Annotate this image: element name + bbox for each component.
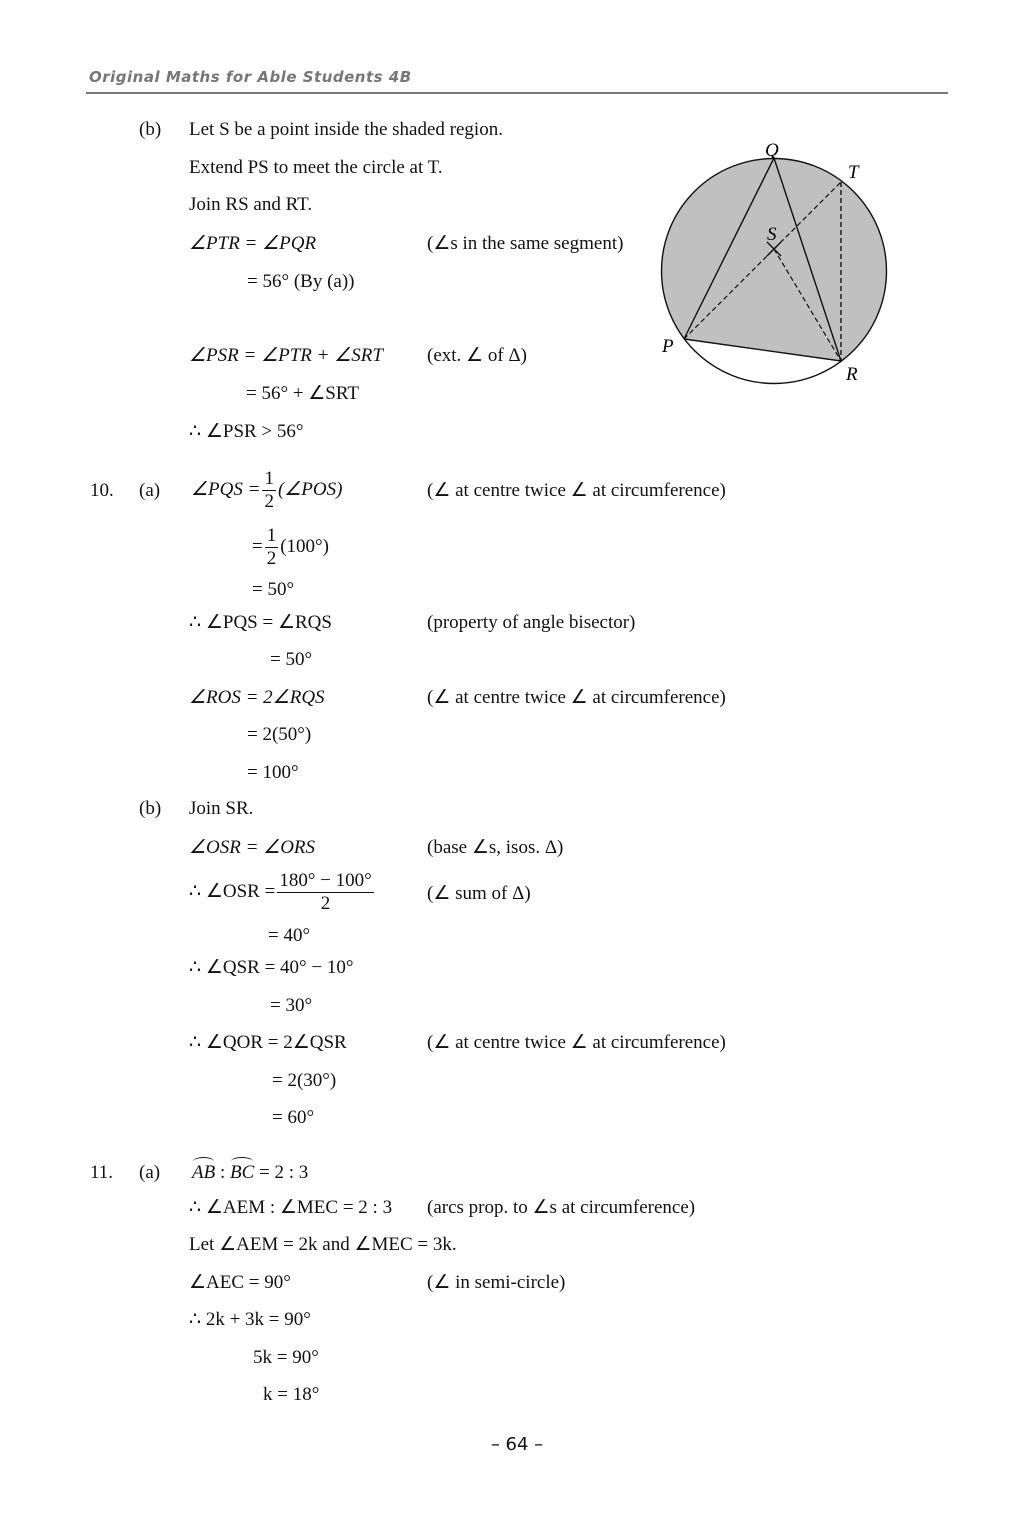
denominator: 2 <box>264 491 274 512</box>
equation: ∴ ∠PQS = ∠RQS <box>189 612 332 633</box>
equation: = 100° <box>247 762 299 783</box>
header-rule <box>86 92 948 94</box>
equation <box>252 525 329 570</box>
numerator: 180° − 100° <box>279 870 372 891</box>
text-line: Let ∠AEM = 2k and ∠MEC = 3k. <box>189 1234 457 1255</box>
text-line: Extend PS to meet the circle at T. <box>189 157 443 178</box>
equation: ∠OSR = ∠ORS <box>189 837 316 858</box>
label-T: T <box>848 162 859 183</box>
equation: = 2(50°) <box>247 724 312 745</box>
equation: = 56° (By (a)) <box>247 271 355 292</box>
reason: (∠ at centre twice ∠ at circumference) <box>427 1032 726 1053</box>
equation-lhs: ∴ ∠OSR = <box>189 880 276 902</box>
page-number: – 64 – <box>490 1434 544 1455</box>
part-label: (a) <box>139 480 161 501</box>
equation-rhs: (∠POS) <box>277 478 343 500</box>
question-number: 10. <box>90 480 114 501</box>
label-R: R <box>846 364 858 385</box>
arc-BC: BC <box>230 1162 255 1183</box>
text-line: Let S be a point inside the shaded region. <box>189 119 503 140</box>
label-Q: Q <box>765 140 779 161</box>
ratio-sep: : <box>215 1162 230 1183</box>
numerator: 1 <box>264 468 274 489</box>
label-P: P <box>662 336 674 357</box>
equation: ∴ ∠PSR > 56° <box>189 421 304 442</box>
equation <box>189 870 376 915</box>
denominator: 2 <box>266 548 277 569</box>
equation: = 56° + ∠SRT <box>246 383 360 404</box>
equation: = 60° <box>272 1107 315 1128</box>
equation: 5k = 90° <box>253 1347 319 1368</box>
equation: k = 18° <box>263 1384 320 1405</box>
reason: (∠ in semi-circle) <box>427 1272 566 1293</box>
equals: = <box>252 535 263 557</box>
fraction <box>262 468 276 513</box>
reason: (∠ at centre twice ∠ at circumference) <box>427 480 726 501</box>
reason: (arcs prop. to ∠s at circumference) <box>427 1197 696 1218</box>
equation: ∠PTR = ∠PQR <box>189 233 317 254</box>
reason: (∠s in the same segment) <box>427 233 624 254</box>
circle-diagram <box>650 130 900 390</box>
equation: = 50° <box>252 579 295 600</box>
equation: = 30° <box>270 995 313 1016</box>
equation-lhs: ∠PQS = <box>191 478 261 500</box>
fraction <box>265 525 279 570</box>
text-line: Join RS and RT. <box>189 194 313 215</box>
equation: ∴ ∠AEM : ∠MEC = 2 : 3 <box>189 1197 393 1218</box>
label-S: S <box>767 224 777 245</box>
running-header: Original Maths for Able Students 4B <box>89 68 412 86</box>
ratio-value: = 2 : 3 <box>254 1162 309 1183</box>
arc-AB: AB <box>192 1162 216 1183</box>
text-line: Join SR. <box>189 798 254 819</box>
part-label: (a) <box>139 1162 161 1183</box>
equation: = 2(30°) <box>272 1070 337 1091</box>
part-label: (b) <box>139 119 162 140</box>
reason: (base ∠s, isos. Δ) <box>427 837 564 858</box>
equation <box>191 468 342 513</box>
equation: = 40° <box>268 925 311 946</box>
fraction <box>277 870 373 915</box>
equation: ∴ ∠QOR = 2∠QSR <box>189 1032 347 1053</box>
reason: (property of angle bisector) <box>427 612 636 633</box>
equation-rhs: (100°) <box>280 535 329 557</box>
equation: ∴ 2k + 3k = 90° <box>189 1309 311 1330</box>
equation: ∠PSR = ∠PTR + ∠SRT <box>189 345 383 366</box>
reason: (∠ sum of Δ) <box>427 883 531 904</box>
reason: (ext. ∠ of Δ) <box>427 345 527 366</box>
numerator: 1 <box>266 525 277 546</box>
denominator: 2 <box>320 893 331 914</box>
equation: = 50° <box>270 649 313 670</box>
equation <box>192 1162 308 1184</box>
reason: (∠ at centre twice ∠ at circumference) <box>427 687 726 708</box>
equation: ∴ ∠QSR = 40° − 10° <box>189 957 354 978</box>
question-number: 11. <box>90 1162 114 1183</box>
equation: ∠AEC = 90° <box>189 1272 291 1293</box>
part-label: (b) <box>139 798 162 819</box>
equation: ∠ROS = 2∠RQS <box>189 687 325 708</box>
